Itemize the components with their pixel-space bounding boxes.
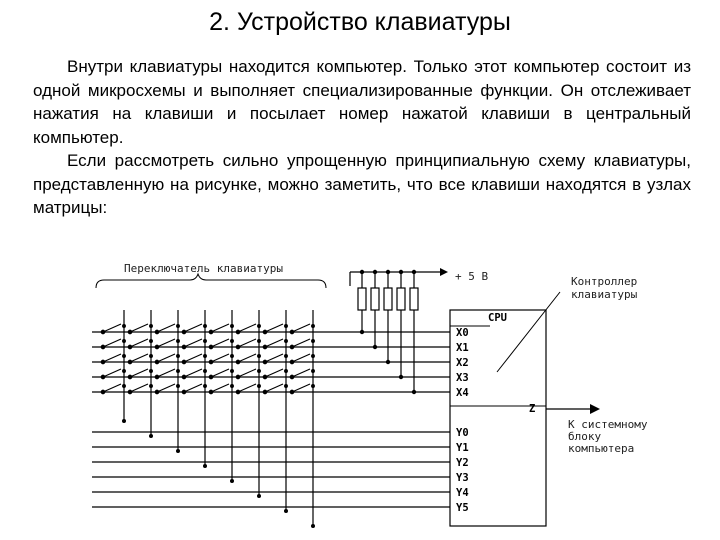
pullup-resistor: [410, 288, 418, 310]
junction-dot: [386, 270, 390, 274]
diagram-resistors: [358, 288, 418, 310]
key-switch-contact: [231, 370, 234, 373]
key-switch-contact: [150, 325, 153, 328]
key-switch-lever: [265, 384, 283, 392]
controller-label-line1: Контроллер: [571, 275, 638, 288]
system-label-line3: компьютера: [568, 442, 635, 455]
key-switch-lever: [292, 369, 310, 377]
key-switch-contact: [312, 385, 315, 388]
key-switch-contact: [123, 355, 126, 358]
key-switch-lever: [292, 339, 310, 347]
key-switch-lever: [265, 324, 283, 332]
y-pin-label: Y0: [456, 427, 469, 439]
key-switch-contact: [231, 340, 234, 343]
power-arrowhead: [440, 268, 448, 276]
key-switch-contact: [123, 370, 126, 373]
junction-dot: [373, 270, 377, 274]
x-pin-label: X0: [456, 327, 469, 339]
key-switch-lever: [103, 339, 121, 347]
key-switch-lever: [184, 354, 202, 362]
junction-dot: [399, 375, 403, 379]
key-switch-contact: [258, 385, 261, 388]
key-switch-contact: [285, 325, 288, 328]
diagram-wires: [92, 268, 450, 528]
junction-dot: [386, 360, 390, 364]
junction-dot: [203, 464, 207, 468]
switch-group-label: Переключатель клавиатуры: [124, 262, 283, 275]
key-switch-lever: [265, 369, 283, 377]
junction-dot: [122, 419, 126, 423]
key-switch-lever: [238, 369, 256, 377]
key-switch-lever: [238, 384, 256, 392]
key-switch-contact: [231, 355, 234, 358]
key-switch-lever: [238, 339, 256, 347]
key-switch-contact: [177, 325, 180, 328]
key-switch-contact: [123, 340, 126, 343]
key-switch-contact: [123, 385, 126, 388]
output-arrowhead: [590, 404, 600, 414]
x-pin-labels: [456, 327, 469, 399]
key-switch-contact: [231, 385, 234, 388]
x-pin-label: X3: [456, 372, 469, 384]
y-pin-label: Y5: [456, 502, 469, 514]
key-switch-lever: [211, 384, 229, 392]
key-switch-contact: [258, 340, 261, 343]
key-switch-contact: [177, 385, 180, 388]
switch-group-brace: [96, 274, 326, 288]
key-switch-contact: [204, 385, 207, 388]
key-switch-lever: [130, 354, 148, 362]
key-switch-lever: [292, 354, 310, 362]
key-switch-lever: [130, 324, 148, 332]
key-switch-contact: [204, 340, 207, 343]
system-label-line1: К системному: [568, 418, 648, 431]
key-switch-contact: [285, 385, 288, 388]
x-pin-label: X1: [456, 342, 469, 354]
key-switch-lever: [184, 324, 202, 332]
key-switch-contact: [204, 325, 207, 328]
key-switch-contact: [312, 325, 315, 328]
key-switch-lever: [157, 384, 175, 392]
key-switch-lever: [184, 339, 202, 347]
pullup-resistor: [371, 288, 379, 310]
key-switch-lever: [211, 354, 229, 362]
junction-dot: [360, 270, 364, 274]
key-switch-lever: [130, 339, 148, 347]
key-switch-lever: [103, 384, 121, 392]
key-switch-contact: [204, 355, 207, 358]
key-switch-contact: [150, 370, 153, 373]
key-switch-lever: [265, 339, 283, 347]
key-switch-lever: [157, 354, 175, 362]
junction-dot: [149, 434, 153, 438]
key-switch-contact: [177, 340, 180, 343]
controller-pointer: [497, 292, 560, 372]
x-pin-label: X2: [456, 357, 469, 369]
key-switch-contact: [312, 355, 315, 358]
junction-dot: [373, 345, 377, 349]
paragraph-keyboard-computer: Внутри клавиатуры находится компьютер. Только этот компьютер состоит из одной микросхемы и выполняет специализированные функции. Он отслеживает нажатия на клавиши и посылает номер нажатой клавиши в центральный компьютер.: [33, 57, 691, 147]
key-switch-lever: [103, 369, 121, 377]
key-switch-lever: [211, 369, 229, 377]
key-switch-lever: [157, 369, 175, 377]
diagram-switches: [101, 324, 314, 394]
key-switch-contact: [123, 325, 126, 328]
key-switch-contact: [285, 370, 288, 373]
key-switch-lever: [292, 324, 310, 332]
pullup-resistor: [358, 288, 366, 310]
power-label: + 5 В: [455, 270, 489, 283]
output-pin-label: Z: [529, 403, 536, 415]
key-switch-contact: [177, 370, 180, 373]
key-switch-contact: [312, 370, 315, 373]
key-switch-contact: [258, 325, 261, 328]
y-pin-label: Y1: [456, 442, 469, 454]
key-switch-lever: [103, 354, 121, 362]
key-switch-lever: [157, 324, 175, 332]
junction-dot: [284, 509, 288, 513]
key-switch-lever: [184, 384, 202, 392]
key-switch-contact: [258, 355, 261, 358]
key-switch-contact: [150, 355, 153, 358]
junction-dot: [257, 494, 261, 498]
pullup-resistor: [397, 288, 405, 310]
key-switch-contact: [258, 370, 261, 373]
key-switch-lever: [130, 384, 148, 392]
key-switch-lever: [211, 339, 229, 347]
system-label-line2: блоку: [568, 430, 602, 443]
page-title: 2. Устройство клавиатуры: [209, 8, 511, 36]
key-switch-lever: [292, 384, 310, 392]
key-switch-contact: [204, 370, 207, 373]
key-switch-lever: [157, 339, 175, 347]
key-switch-contact: [177, 355, 180, 358]
junction-dot: [360, 330, 364, 334]
key-switch-contact: [285, 340, 288, 343]
key-switch-lever: [103, 324, 121, 332]
key-switch-lever: [211, 324, 229, 332]
key-switch-lever: [238, 324, 256, 332]
key-switch-contact: [285, 355, 288, 358]
key-switch-lever: [130, 369, 148, 377]
junction-dot: [412, 390, 416, 394]
controller-label-line2: клавиатуры: [571, 288, 638, 301]
key-switch-contact: [231, 325, 234, 328]
y-pin-labels: [456, 427, 469, 514]
junction-dot: [399, 270, 403, 274]
key-switch-lever: [265, 354, 283, 362]
x-pin-label: X4: [456, 387, 469, 399]
junction-dot: [311, 524, 315, 528]
y-pin-label: Y2: [456, 457, 469, 469]
key-switch-contact: [150, 340, 153, 343]
cpu-label: CPU: [488, 312, 507, 324]
junction-dot: [176, 449, 180, 453]
key-switch-contact: [312, 340, 315, 343]
y-pin-label: Y3: [456, 472, 469, 484]
key-switch-contact: [150, 385, 153, 388]
junction-dot: [412, 270, 416, 274]
junction-dot: [230, 479, 234, 483]
y-pin-label: Y4: [456, 487, 469, 499]
paragraph-matrix: Если рассмотреть сильно упрощенную принципиальную схему клавиатуры, представленную на рисунке, можно заметить, что все клавиши находятся в узлах матрицы:: [33, 151, 691, 217]
pullup-resistor: [384, 288, 392, 310]
key-switch-lever: [238, 354, 256, 362]
key-switch-lever: [184, 369, 202, 377]
